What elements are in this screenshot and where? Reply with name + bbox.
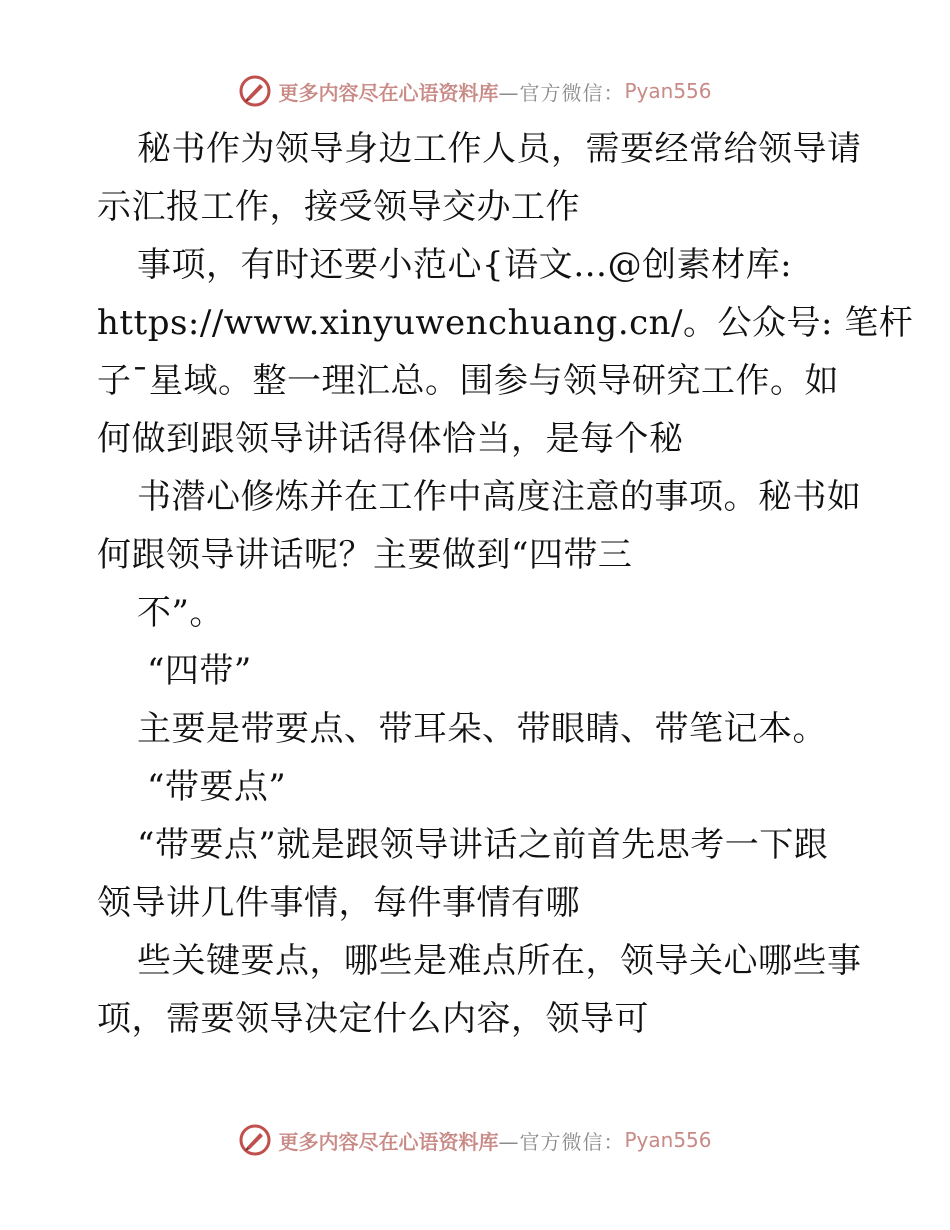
text-line: 项，需要领导决定什么内容，领导可 xyxy=(97,999,649,1039)
text-line: 不”。 xyxy=(137,593,224,633)
text-line: 领导讲几件事情，每件事情有哪 xyxy=(97,883,580,923)
section-heading: “带要点” xyxy=(147,767,287,807)
banner-main-text: 更多内容尽在心语资料库 xyxy=(278,80,499,105)
text-line: 些关键要点，哪些是难点所在，领导关心哪些事 xyxy=(137,941,862,981)
text-line: “带要点”就是跟领导讲话之前首先思考一下跟 xyxy=(137,825,829,865)
footer-banner xyxy=(0,1120,950,1160)
text-line: 何跟领导讲话呢？主要做到“四带三 xyxy=(97,535,633,575)
pen-logo-icon xyxy=(238,1123,272,1157)
text-line: 何做到跟领导讲话得体恰当，是每个秘 xyxy=(97,419,684,459)
banner-dash-text: —官方微信： xyxy=(498,80,625,105)
banner-main-text: 更多内容尽在心语资料库 xyxy=(278,1129,499,1154)
text-line: 秘书作为领导身边工作人员，需要经常给领导请 xyxy=(137,129,862,169)
document-body xyxy=(97,120,914,1048)
section-heading: “四带” xyxy=(147,651,252,691)
text-line: 主要是带要点、带耳朵、带眼睛、带笔记本。 xyxy=(137,709,827,749)
pen-logo-icon xyxy=(238,74,272,108)
text-line: 示汇报工作，接受领导交办工作 xyxy=(97,187,580,227)
text-line: 事项，有时还要小范心{语文…@创素材库: xyxy=(137,245,793,285)
text-line: https://www.xinyuwenchuang.cn/。公众号: 笔杆 xyxy=(97,303,914,343)
header-banner xyxy=(0,71,950,111)
banner-wechat-id: Pyan556 xyxy=(624,79,712,103)
text-line: 书潜心修炼并在工作中高度注意的事项。秘书如 xyxy=(137,477,862,517)
text-line: 子¯星域。整一理汇总。围参与领导研究工作。如 xyxy=(97,361,839,401)
banner-wechat-id: Pyan556 xyxy=(624,1128,712,1152)
banner-dash-text: —官方微信： xyxy=(498,1129,625,1154)
